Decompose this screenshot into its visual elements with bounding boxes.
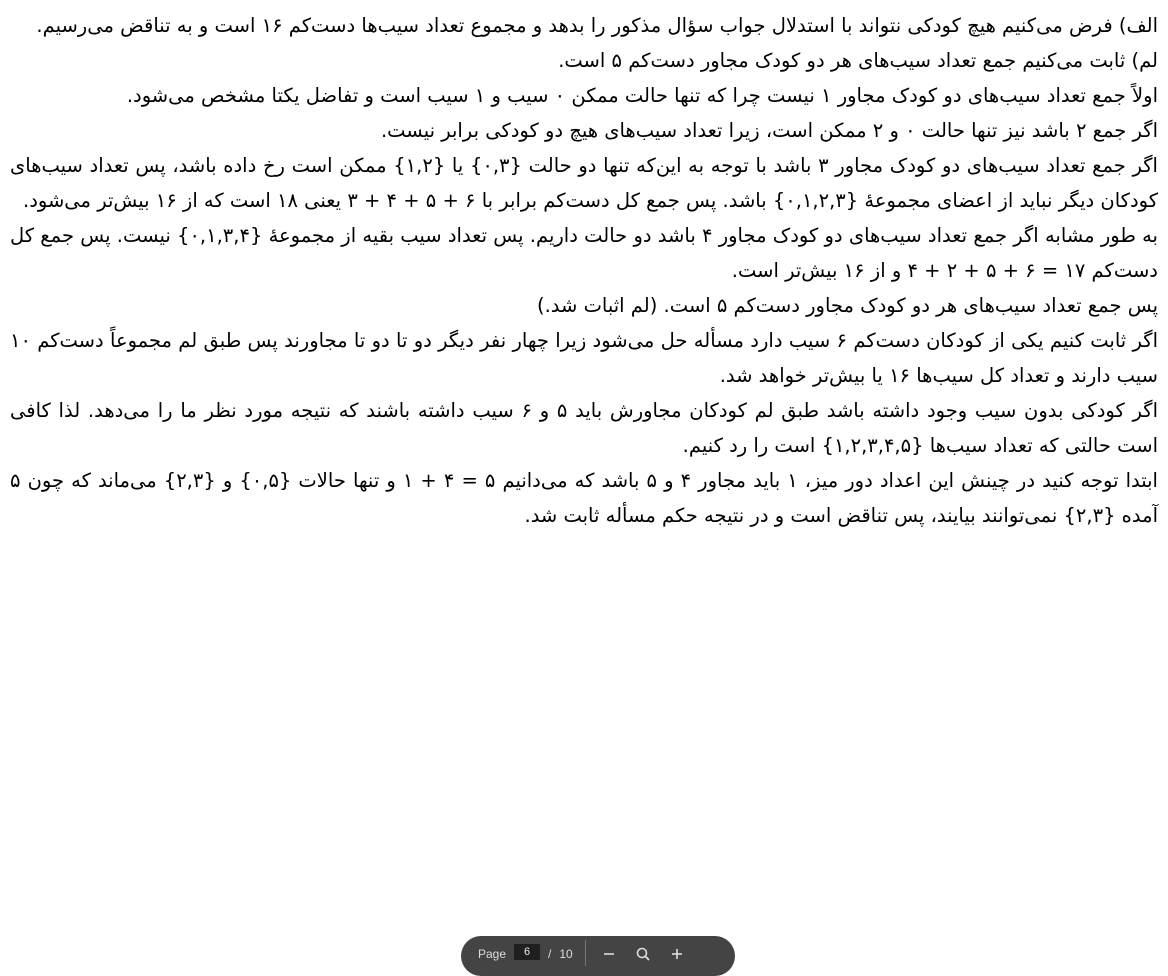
zoom-out-button[interactable] — [598, 944, 620, 964]
paragraph-1: الف) فرض می‌کنیم هیچ کودکی نتواند با استدلال جواب سؤال مذکور را بدهد و مجموع تعداد سیب‌ها دست‌کم ۱۶ است و به تناقض می‌رسیم. — [36, 14, 1158, 37]
page-separator: / — [548, 947, 552, 961]
zoom-in-button[interactable] — [666, 944, 688, 964]
document-body — [10, 8, 1158, 533]
paragraph-4: اگر جمع ۲ باشد نیز تنها حالت ۰ و ۲ ممکن است، زیرا تعداد سیب‌های هیچ دو کودکی برابر نیست. — [380, 119, 1158, 142]
magnifier-icon — [635, 946, 651, 962]
paragraph-6: به طور مشابه اگر جمع تعداد سیب‌های دو کودک مجاور ۴ باشد دو حالت داریم. پس تعداد سیب بقیه از مجموعهٔ {۰,۱,۳,۴} نیست. پس جمع کل دست‌کم ۱۷ = ۶ + ۵ + ۲ + ۴ و از ۱۶ بیش‌تر است. — [10, 224, 1158, 282]
minus-icon — [602, 947, 616, 961]
total-pages: 10 — [559, 947, 573, 961]
paragraph-9: اگر کودکی بدون سیب وجود داشته باشد طبق لم کودکان مجاورش باید ۵ و ۶ سیب داشته باشند که نتیجه مورد نظر ما را می‌دهد. لذا کافی است حالتی که تعداد سیب‌ها {۱,۲,۳,۴,۵} است را رد کنیم. — [10, 399, 1158, 457]
page-label: Page — [478, 947, 507, 961]
paragraph-7: پس جمع تعداد سیب‌های هر دو کودک مجاور دست‌کم ۵ است. (لم اثبات شد.) — [536, 294, 1158, 317]
page-number-input[interactable] — [514, 944, 540, 960]
paragraph-10: ابتدا توجه کنید در چینش این اعداد دور میز، ۱ باید مجاور ۴ و ۵ باشد که می‌دانیم ۵ = ۴ + ۱ و تنها حالات {۰,۵} و {۲,۳} می‌ماند که چون ۵ آمده {۲,۳} نمی‌توانند بیایند، پس تناقض است و در نتیجه حکم مسأله ثابت شد. — [10, 469, 1158, 527]
zoom-reset-button[interactable] — [632, 944, 654, 964]
pdf-page-toolbar — [461, 936, 735, 976]
plus-icon — [670, 947, 684, 961]
paragraph-5: اگر جمع تعداد سیب‌های دو کودک مجاور ۳ باشد با توجه به این‌که تنها دو حالت {۰,۳} یا {۱,۲} ممکن است رخ داده باشد، پس تعداد سیب‌های کودکان دیگر نباید از اعضای مجموعهٔ {۰,۱,۲,۳} باشد. پس جمع کل دست‌کم برابر با ۶ + ۵ + ۴ + ۳ یعنی ۱۸ است که از ۱۶ بیش‌تر می‌شود. — [10, 154, 1158, 212]
paragraph-2: لم) ثابت می‌کنیم جمع تعداد سیب‌های هر دو کودک مجاور دست‌کم ۵ است. — [558, 49, 1158, 72]
toolbar-divider — [585, 940, 586, 966]
paragraph-8: اگر ثابت کنیم یکی از کودکان دست‌کم ۶ سیب دارد مسأله حل می‌شود زیرا چهار نفر دیگر دو تا دو تا مجاورند پس طبق لم مجموعاً دست‌کم ۱۰ سیب دارند و تعداد کل سیب‌ها ۱۶ یا بیش‌تر خواهد شد. — [10, 329, 1158, 387]
paragraph-3: اولاً جمع تعداد سیب‌های دو کودک مجاور ۱ نیست چرا که تنها حالت ممکن ۰ سیب و ۱ سیب است و تفاضل یکتا مشخص می‌شود. — [126, 84, 1158, 107]
